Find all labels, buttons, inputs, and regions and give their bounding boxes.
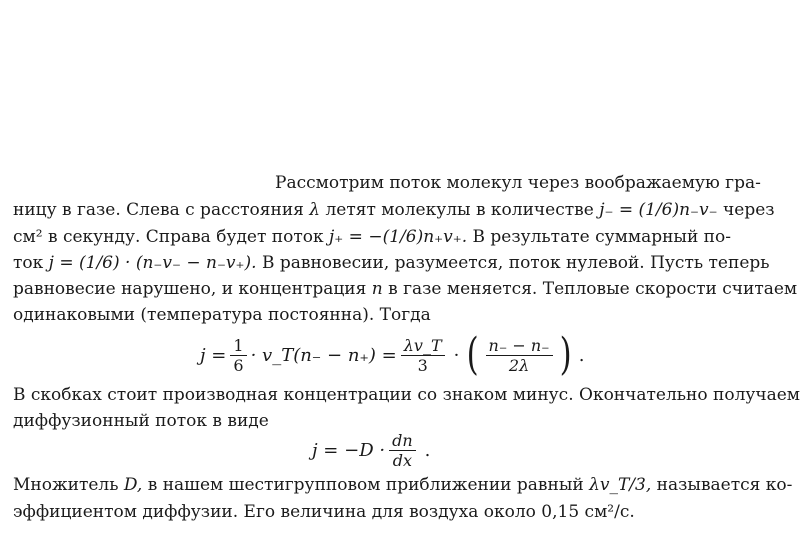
denominator: 3 [417,355,428,375]
fraction-gradient [486,336,553,375]
dot-operator: · [453,344,460,366]
text: летят молекулы в количестве [325,200,594,220]
denominator: 6 [233,355,244,375]
paragraph-3-line-2 [13,501,707,523]
paragraph-1-line-4 [13,252,770,274]
fraction-one-sixth [230,336,246,375]
text: ток [13,253,44,273]
math-lambda: λ [309,200,321,220]
text: В равновесии, разумеется, поток нулевой. Пусть теперь [261,253,770,273]
formula-lhs: j = [200,344,227,366]
text: см² в секунду. Справа будет поток [13,227,324,247]
math-flux-left: j₋ = (1/6)n₋v₋ [599,200,718,220]
formula-lhs: j = −D · [312,439,386,461]
paragraph-2-line-1 [13,384,800,406]
text: диффузионный поток в виде [13,411,269,431]
formula-flux-gradient [200,330,590,380]
paragraph-3-line-1 [13,474,793,496]
text: равновесие нарушено, и концентрация [13,279,367,299]
numerator: 1 [230,336,246,356]
formula-ficks-law [312,428,435,472]
math-diffusion-coef: λv_T/3, [589,475,652,495]
text: эффициентом диффузии. Его величина для воздуха около 0,15 см²/с. [13,502,635,522]
paragraph-1-line-1 [275,172,761,194]
paragraph-1-line-3 [13,226,731,248]
math-flux-right: j₊ = −(1/6)n₊v₊. [329,227,468,247]
denominator: dx [392,450,412,470]
numerator: n₋ − n₋ [486,336,553,356]
text: называется ко- [656,475,793,495]
text: В скобках стоит производная концентрации со знаком минус. Окончательно получаем [13,385,800,405]
text: одинаковыми (температура постоянна). Тогда [13,305,431,325]
text: Рассмотрим поток молекул через воображаемую гра- [275,173,761,193]
fraction-lambda-vt [401,336,445,375]
left-paren: ( [466,329,479,380]
text: через [723,200,775,220]
text: Множитель [13,475,119,495]
text: ницу в газе. Слева с расстояния [13,200,304,220]
text: в газе меняется. Тепловые скорости считаем [388,279,798,299]
fraction-dn-dx [389,431,416,470]
math-D: D, [123,475,143,495]
math-total-flux: j = (1/6) · (n₋v₋ − n₋v₊). [48,253,257,273]
numerator: dn [389,431,416,451]
right-paren: ) [559,329,572,380]
period: . [578,344,585,366]
numerator: λv_T [401,336,445,356]
paragraph-1-line-5 [13,278,798,300]
denominator: 2λ [508,355,530,375]
period: . [424,439,431,461]
text: в нашем шестигрупповом приближении равный [147,475,584,495]
formula-middle: · v_T(n₋ − n₊) = [250,344,397,366]
math-n: n [371,279,383,299]
paragraph-1-line-6 [13,304,707,326]
text: В результате суммарный по- [472,227,731,247]
paragraph-1-line-2 [13,199,775,221]
